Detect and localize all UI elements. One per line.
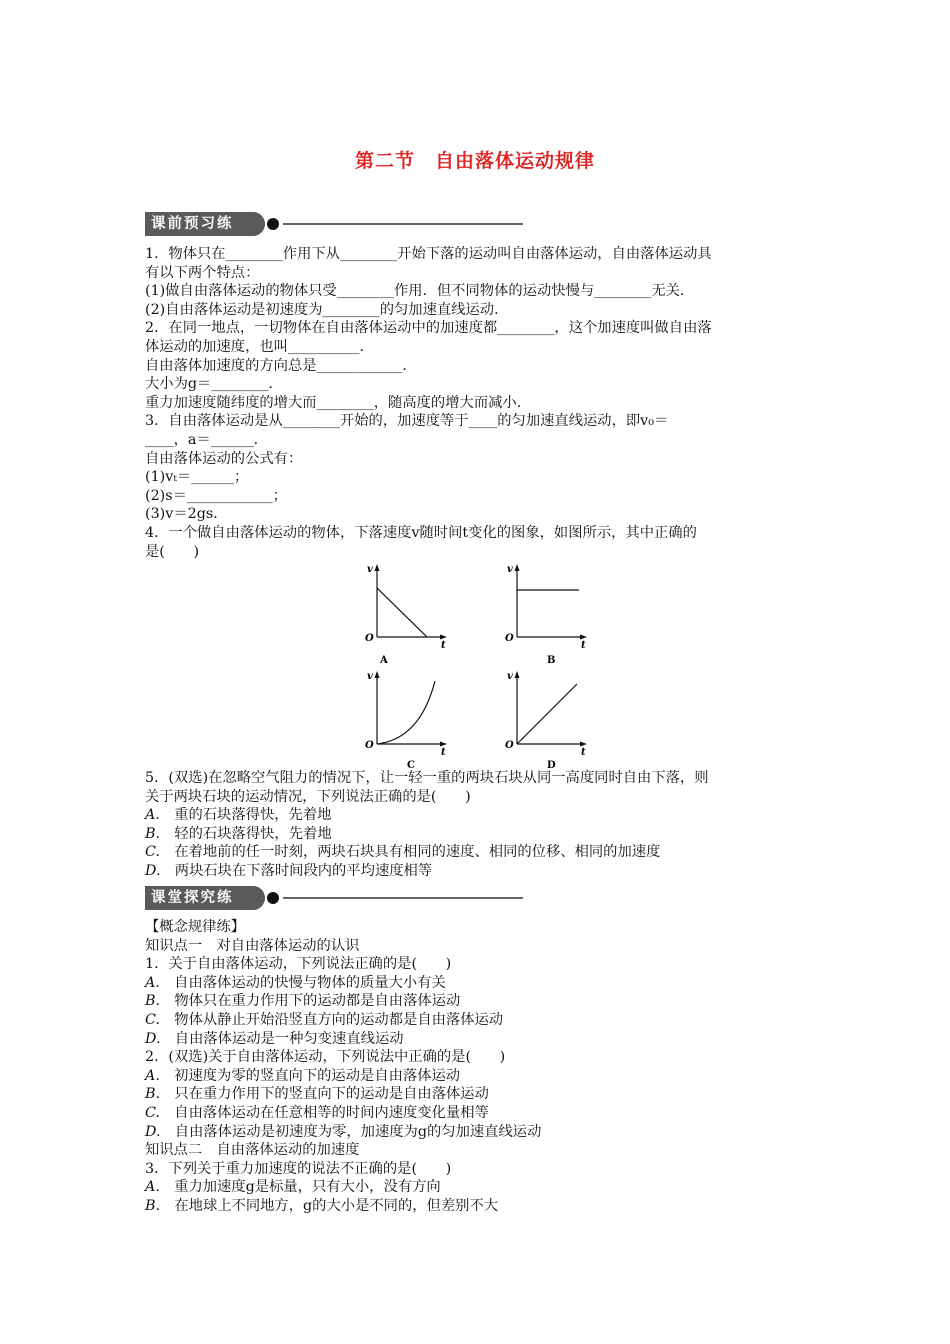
option-text: 自由落体运动在任意相等的时间内速度变化量相等 — [174, 1104, 489, 1121]
option-d — [145, 1123, 810, 1142]
origin-label: O — [365, 740, 374, 751]
option-text: 只在重力作用下的竖直向下的运动是自由落体运动 — [174, 1086, 489, 1103]
preview-questions — [145, 245, 810, 561]
text-line: 2．在同一地点，一切物体在自由落体运动中的加速度都________，这个加速度叫做自由落 — [145, 320, 712, 337]
option-c — [145, 1011, 810, 1030]
option-letter: D. — [145, 1030, 161, 1047]
bullet-dot-icon — [267, 892, 279, 904]
axis-arrow-icon — [580, 635, 587, 640]
option-b — [145, 1197, 810, 1216]
option-text: 自由落体运动的快慢与物体的质量大小有关 — [174, 974, 446, 991]
graph-line — [517, 684, 577, 744]
text-line: 重力加速度随纬度的增大而________，随高度的增大而减小． — [145, 394, 532, 411]
text-line: 3．自由落体运动是从________开始的，加速度等于____的匀加速直线运动，即v₀＝ — [145, 413, 669, 430]
text-line: 4．一个做自由落体运动的物体，下落速度v随时间t变化的图象，如图所示，其中正确的 — [145, 524, 697, 541]
graph-label: D — [547, 760, 556, 771]
option-letter: B. — [145, 1197, 161, 1214]
origin-label: O — [505, 633, 514, 644]
option-a — [145, 806, 810, 825]
axis-arrow-icon — [440, 635, 447, 640]
v-label: v — [367, 671, 373, 682]
v-label: v — [367, 564, 373, 575]
text-line: (2)自由落体运动是初速度为________的匀加速直线运动． — [145, 301, 509, 318]
option-letter: B. — [145, 1086, 161, 1103]
question-stem: 3．下列关于重力加速度的说法不正确的是( ) — [145, 1160, 452, 1177]
option-d — [145, 1030, 810, 1049]
axis-arrow-icon — [580, 742, 587, 747]
text-line: (1)做自由落体运动的物体只受________作用．但不同物体的运动快慢与________无关． — [145, 283, 695, 300]
text-line: 5．(双选)在忽略空气阻力的情况下，让一轻一重的两块石块从同一高度同时自由下落，则 — [145, 770, 709, 786]
option-letter: A. — [145, 807, 160, 824]
option-text: 初速度为零的竖直向下的运动是自由落体运动 — [174, 1067, 461, 1084]
option-text: 两块石块在下落时间段内的平均速度相等 — [174, 862, 433, 879]
axis-arrow-icon — [515, 671, 520, 678]
text-line: (3)v＝2gs. — [145, 506, 218, 523]
graph-d — [495, 667, 595, 777]
axis-arrow-icon — [440, 742, 447, 747]
option-letter: A. — [145, 1067, 160, 1084]
axis-arrow-icon — [375, 564, 380, 571]
option-a — [145, 1178, 810, 1197]
option-letter: C. — [145, 1104, 160, 1121]
text-line: (1)vₜ＝______； — [145, 469, 249, 486]
text-line: 体运动的加速度，也叫__________． — [145, 338, 374, 355]
graph-c — [355, 667, 455, 777]
graph-label: C — [407, 760, 415, 771]
option-text: 物体只在重力作用下的运动都是自由落体运动 — [174, 993, 461, 1010]
option-a — [145, 1067, 810, 1086]
knowledge-point: 知识点二 自由落体运动的加速度 — [145, 1142, 360, 1159]
section-label: 课堂探究练 — [145, 886, 265, 910]
graph-a — [355, 560, 455, 670]
option-text: 自由落体运动是一种匀变速直线运动 — [174, 1030, 404, 1047]
option-letter: B. — [145, 993, 161, 1010]
graph-curve — [377, 681, 435, 744]
question-stem: 2．(双选)关于自由落体运动，下列说法中正确的是( ) — [145, 1049, 506, 1066]
banner-rule — [283, 897, 523, 899]
option-b — [145, 1085, 810, 1104]
graph-line — [377, 588, 427, 637]
t-label: t — [441, 747, 446, 758]
option-text: 自由落体运动是初速度为零，加速度为g的匀加速直线运动 — [174, 1123, 542, 1140]
t-label: t — [441, 640, 446, 651]
option-text: 在地球上不同地方，g的大小是不同的，但差别不大 — [174, 1197, 499, 1214]
axis-arrow-icon — [375, 671, 380, 678]
graph-label: B — [547, 655, 556, 666]
knowledge-point: 知识点一 对自由落体运动的认识 — [145, 937, 360, 954]
origin-label: O — [505, 740, 514, 751]
text-line: 关于两块石块的运动情况，下列说法正确的是( ) — [145, 788, 471, 805]
option-text: 重力加速度g是标量，只有大小，没有方向 — [174, 1179, 441, 1196]
text-line: (2)s＝____________； — [145, 487, 287, 504]
origin-label: O — [365, 633, 374, 644]
t-label: t — [581, 640, 586, 651]
option-letter: A. — [145, 974, 160, 991]
option-text: 物体从静止开始沿竖直方向的运动都是自由落体运动 — [174, 1011, 504, 1028]
page-title: 第二节 自由落体运动规律 — [354, 150, 595, 172]
graph-b — [495, 560, 595, 670]
option-letter: B. — [145, 825, 161, 842]
option-a — [145, 974, 810, 993]
bullet-dot-icon — [267, 218, 279, 230]
question-stem: 1．关于自由落体运动，下列说法正确的是( ) — [145, 956, 452, 973]
axis-arrow-icon — [515, 564, 520, 571]
graph-label: A — [380, 655, 388, 666]
option-letter: D. — [145, 1123, 161, 1140]
option-letter: D. — [145, 862, 161, 879]
option-text: 轻的石块落得快，先着地 — [174, 825, 332, 842]
subheading: 【概念规律练】 — [145, 919, 246, 935]
option-c — [145, 843, 810, 862]
option-b — [145, 992, 810, 1011]
option-text: 在着地前的任一时刻，两块石块具有相同的速度、相同的位移、相同的加速度 — [174, 844, 661, 861]
class-questions — [145, 918, 810, 1216]
option-c — [145, 1104, 810, 1123]
section-label: 课前预习练 — [145, 212, 265, 236]
banner-rule — [283, 223, 523, 225]
text-line: ____，a＝______． — [145, 431, 268, 448]
text-line: 是( ) — [145, 543, 200, 560]
option-letter: C. — [145, 844, 160, 861]
v-label: v — [507, 671, 513, 682]
option-letter: A. — [145, 1179, 160, 1196]
text-line: 有以下两个特点： — [145, 264, 260, 281]
text-line: 1．物体只在________作用下从________开始下落的运动叫自由落体运动，自由落体运动具 — [145, 246, 712, 262]
v-label: v — [507, 564, 513, 575]
t-label: t — [581, 747, 586, 758]
text-line: 自由落体加速度的方向总是____________． — [145, 357, 417, 374]
option-d — [145, 862, 810, 881]
question-5 — [145, 769, 810, 881]
text-line: 自由落体运动的公式有： — [145, 450, 303, 467]
option-letter: C. — [145, 1011, 160, 1028]
option-text: 重的石块落得快，先着地 — [174, 807, 332, 824]
text-line: 大小为g＝________． — [145, 376, 283, 393]
option-b — [145, 825, 810, 844]
